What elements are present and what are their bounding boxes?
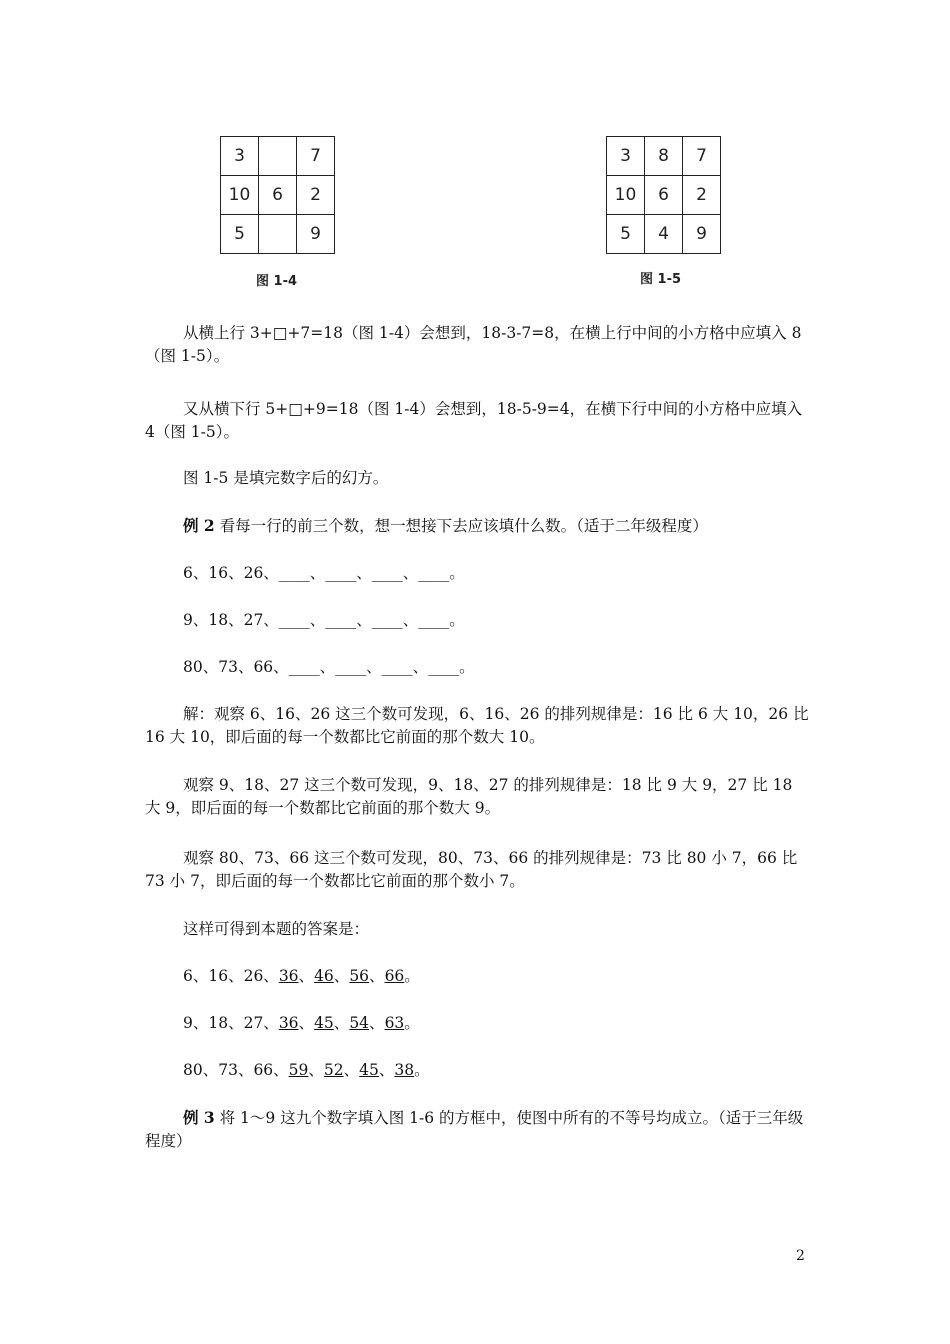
grid-cell: 3: [607, 137, 645, 176]
example-3-label: 例 3: [183, 1108, 215, 1127]
magic-square-fig-1-4: [220, 136, 335, 254]
example-3-paragraph: [145, 1106, 809, 1153]
answer-value: 52: [323, 1061, 344, 1079]
answer-value: 59: [288, 1061, 309, 1079]
figure-caption-1-4: 图 1-4: [256, 274, 298, 289]
answer-separator: 。: [404, 967, 420, 985]
answer-line-3: [183, 1059, 430, 1082]
answer-line-1: [183, 965, 420, 988]
answer-value: 36: [278, 967, 299, 985]
grid-cell: 9: [297, 215, 335, 254]
answer-separator: 、: [308, 1061, 324, 1079]
answer-value: 36: [278, 1014, 299, 1032]
grid-cell: 10: [607, 176, 645, 215]
answer-value: 45: [359, 1061, 379, 1079]
grid-cell: 8: [645, 137, 683, 176]
page-number: 2: [796, 1248, 805, 1264]
grid-cell: 7: [683, 137, 721, 176]
solution-paragraph-3: 观察 80、73、66 这三个数可发现，80、73、66 的排列规律是：73 比 80 小 7，66 比 73 小 7，即后面的每一个数都比它前面的那个数小 7。: [145, 849, 798, 890]
answer-separator: 、: [343, 1061, 360, 1079]
answer-line-2: [183, 1012, 420, 1035]
answer-value: 45: [314, 1014, 334, 1032]
paragraph-conclusion: 图 1-5 是填完数字后的幻方。: [183, 469, 389, 487]
answer-value: 46: [314, 967, 334, 985]
paragraph-bottom-row: 又从横下行 5+□+9=18（图 1-4）会想到，18-5-9=4，在横下行中间的小方格中应填入 4（图 1-5）。: [145, 400, 803, 441]
solution-paragraph-1: 解：观察 6、16、26 这三个数可发现，6、16、26 的排列规律是：16 比 6 大 10，26 比 16 大 10，即后面的每一个数都比它前面的那个数大 10。: [145, 705, 809, 746]
grid-cell: 2: [683, 176, 721, 215]
paragraph-top-row: 从横上行 3+□+7=18（图 1-4）会想到，18-3-7=8，在横上行中间的小方格中应填入 8（图 1-5）。: [145, 324, 802, 365]
example-2-label: 例 2: [183, 516, 215, 535]
grid-cell: 2: [297, 176, 335, 215]
grid-cell-empty: [259, 215, 297, 254]
grid-cell: 5: [221, 215, 259, 254]
answer-separator: 、: [333, 967, 350, 985]
answer-value: 38: [394, 1061, 415, 1079]
example-2-text: 看每一行的前三个数，想一想接下去应该填什么数。（适于二年级程度）: [214, 517, 708, 535]
answer-value: 63: [384, 1014, 405, 1032]
question-line-1: 6、16、26、____、____、____、____。: [183, 564, 465, 582]
answer-intro: 这样可得到本题的答案是：: [183, 920, 370, 938]
question-line-2: 9、18、27、____、____、____、____。: [183, 611, 465, 629]
grid-cell: 6: [259, 176, 297, 215]
answer-value: 66: [384, 967, 405, 985]
grid-cell: 3: [221, 137, 259, 176]
answer-separator: 、: [333, 1014, 350, 1032]
question-line-3: 80、73、66、____、____、____、____。: [183, 658, 475, 676]
grid-cell: 9: [683, 215, 721, 254]
answer-separator: 。: [414, 1061, 430, 1079]
magic-square-fig-1-5: [606, 136, 721, 254]
answer-separator: 、: [369, 1014, 385, 1032]
answer-separator: 、: [378, 1061, 395, 1079]
grid-cell: 10: [221, 176, 259, 215]
answer-separator: 、: [298, 1014, 315, 1032]
grid-cell: 7: [297, 137, 335, 176]
figure-caption-1-5: 图 1-5: [640, 272, 682, 287]
answer-value: 56: [349, 967, 370, 985]
grid-cell: 5: [607, 215, 645, 254]
answer-separator: 。: [404, 1014, 420, 1032]
solution-paragraph-2: 观察 9、18、27 这三个数可发现，9、18、27 的排列规律是：18 比 9 大 9，27 比 18 大 9，即后面的每一个数都比它前面的那个数大 9。: [145, 776, 793, 817]
grid-cell: 6: [645, 176, 683, 215]
example-3-text: 将 1～9 这九个数字填入图 1-6 的方框中，使图中所有的不等号均成立。（适于三年级程度）: [145, 1109, 804, 1150]
answer-value: 54: [349, 1014, 370, 1032]
answer-prefix: 6、16、26、: [183, 967, 279, 985]
answer-separator: 、: [298, 967, 315, 985]
answer-prefix: 80、73、66、: [183, 1061, 289, 1079]
answer-prefix: 9、18、27、: [183, 1014, 279, 1032]
grid-cell: 4: [645, 215, 683, 254]
answer-separator: 、: [369, 967, 385, 985]
grid-cell-empty: [259, 137, 297, 176]
example-2-heading: [183, 514, 708, 538]
